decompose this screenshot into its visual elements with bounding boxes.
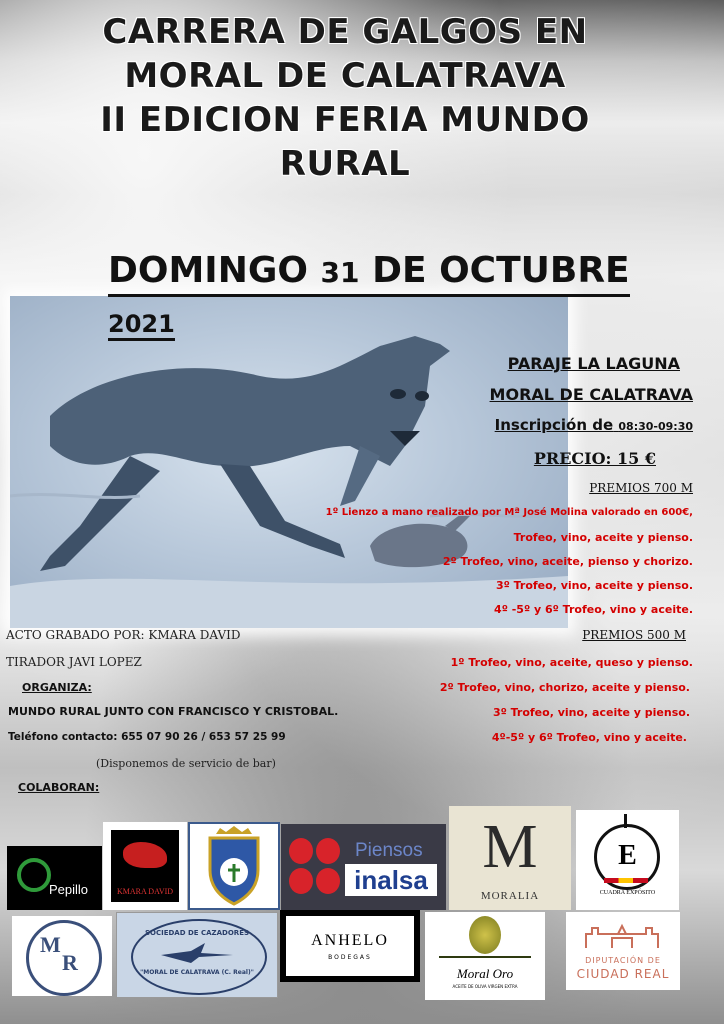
- moral-oro-label: Moral Oro: [456, 966, 514, 981]
- cuadra-label: CUADRA EXPÓSITO: [599, 890, 656, 896]
- inalsa-logo: [281, 824, 446, 910]
- bull-icon: [123, 842, 167, 868]
- pepillo-label: Pepillo: [49, 882, 89, 897]
- moral-oro-sublabel: ACEITE DE OLIVA VIRGEN EXTRA: [452, 984, 518, 989]
- sociedad-cazadores-logo: [116, 912, 278, 998]
- prize-500-2: 2º Trofeo, vino, chorizo, aceite y pienso.: [439, 681, 690, 694]
- shield-icon: [190, 824, 278, 908]
- anhelo-logo: [280, 910, 420, 982]
- olive-icon: [17, 858, 51, 892]
- title-line-2: MORAL DE CALATRAVA: [124, 56, 566, 96]
- title-line-4: RURAL: [279, 144, 411, 184]
- inalsa-mark-icon: [289, 838, 341, 896]
- inscription-label: Inscripción de: [494, 416, 614, 434]
- bar-service: (Disponemos de servicio de bar): [96, 757, 276, 770]
- mr-m: M: [40, 932, 61, 957]
- organiza-label: ORGANIZA:: [22, 681, 92, 694]
- mr-logo: [12, 916, 112, 996]
- prize-700-2: 2º Trofeo, vino, aceite, pienso y chorizo.: [442, 555, 693, 568]
- anhelo-sublabel: BODEGAS: [328, 954, 372, 961]
- sociedad-sublabel: "MORAL DE CALATRAVA (C. Real)": [140, 969, 254, 976]
- poster-title: [0, 10, 690, 186]
- prizes-700-heading: PREMIOS 700 M: [589, 481, 693, 495]
- inscription-time: 08:30-09:30: [618, 420, 693, 433]
- piensos-label: Piensos: [355, 840, 423, 861]
- colaboran-label: COLABORAN:: [18, 781, 100, 794]
- greyhound-illustration: [10, 296, 568, 628]
- moral-shield-logo: [188, 822, 280, 910]
- moralia-logo: [449, 806, 571, 910]
- anhelo-label: ANHELO: [311, 932, 389, 949]
- pepillo-logo: [7, 846, 102, 910]
- title-line-3: II EDICION FERIA MUNDO: [100, 100, 590, 140]
- organizers: MUNDO RURAL JUNTO CON FRANCISCO Y CRISTOBAL.: [8, 705, 339, 718]
- prize-700-4: 4º -5º y 6º Trofeo, vino y aceite.: [494, 603, 693, 616]
- kmara-label: KMARA DAVID: [116, 887, 174, 896]
- moralia-mark: M: [482, 813, 538, 881]
- venue-line-1: PARAJE LA LAGUNA: [507, 354, 680, 373]
- sociedad-label: SOCIEDAD DE CAZADORES: [144, 929, 250, 937]
- mr-r: R: [62, 950, 78, 975]
- contact-phone: Teléfono contacto: 655 07 90 26 / 653 57 25 99: [8, 731, 286, 743]
- cuadra-letter: E: [618, 840, 637, 871]
- prize-700-3: 3º Trofeo, vino, aceite y pienso.: [495, 579, 693, 592]
- day-number: 31: [320, 256, 360, 289]
- diputacion-logo: [566, 912, 680, 990]
- venue-line-2: MORAL DE CALATRAVA: [489, 385, 693, 404]
- prize-700-1: 1º Lienzo a mano realizado por Mª José Molina valorado en 600€,: [325, 507, 693, 518]
- diputacion-label: DIPUTACIÓN DE: [585, 956, 661, 965]
- day-name: DOMINGO: [108, 250, 308, 291]
- moralia-label: MORALIA: [480, 890, 540, 902]
- shooter: TIRADOR JAVI LOPEZ: [6, 655, 142, 669]
- event-date: [108, 250, 630, 297]
- title-line-1: CARRERA DE GALGOS EN: [102, 12, 588, 52]
- prize-500-1: 1º Trofeo, vino, aceite, queso y pienso.: [450, 656, 693, 669]
- moral-oro-logo: [425, 912, 545, 1000]
- price: PRECIO: 15 €: [533, 449, 656, 468]
- building-icon: [582, 920, 662, 950]
- recorded-by: ACTO GRABADO POR: KMARA DAVID: [6, 628, 241, 642]
- greyhound-drawing: [10, 296, 568, 628]
- bird-icon: [161, 943, 233, 963]
- prizes-500-heading: PREMIOS 500 M: [582, 628, 686, 642]
- prize-500-4: 4º-5º y 6º Trofeo, vino y aceite.: [491, 731, 687, 744]
- event-year: 2021: [108, 310, 175, 341]
- inscription: [495, 416, 693, 434]
- cuadra-exposito-logo: [576, 810, 679, 910]
- ciudad-real-label: CIUDAD REAL: [576, 967, 670, 981]
- inalsa-label: inalsa: [345, 864, 437, 896]
- prize-700-1b: Trofeo, vino, aceite y pienso.: [513, 531, 693, 544]
- month-text: DE OCTUBRE: [372, 250, 630, 291]
- kmara-david-logo: [103, 822, 187, 910]
- prize-500-3: 3º Trofeo, vino, aceite y pienso.: [492, 706, 690, 719]
- olive-face-icon: [469, 916, 501, 954]
